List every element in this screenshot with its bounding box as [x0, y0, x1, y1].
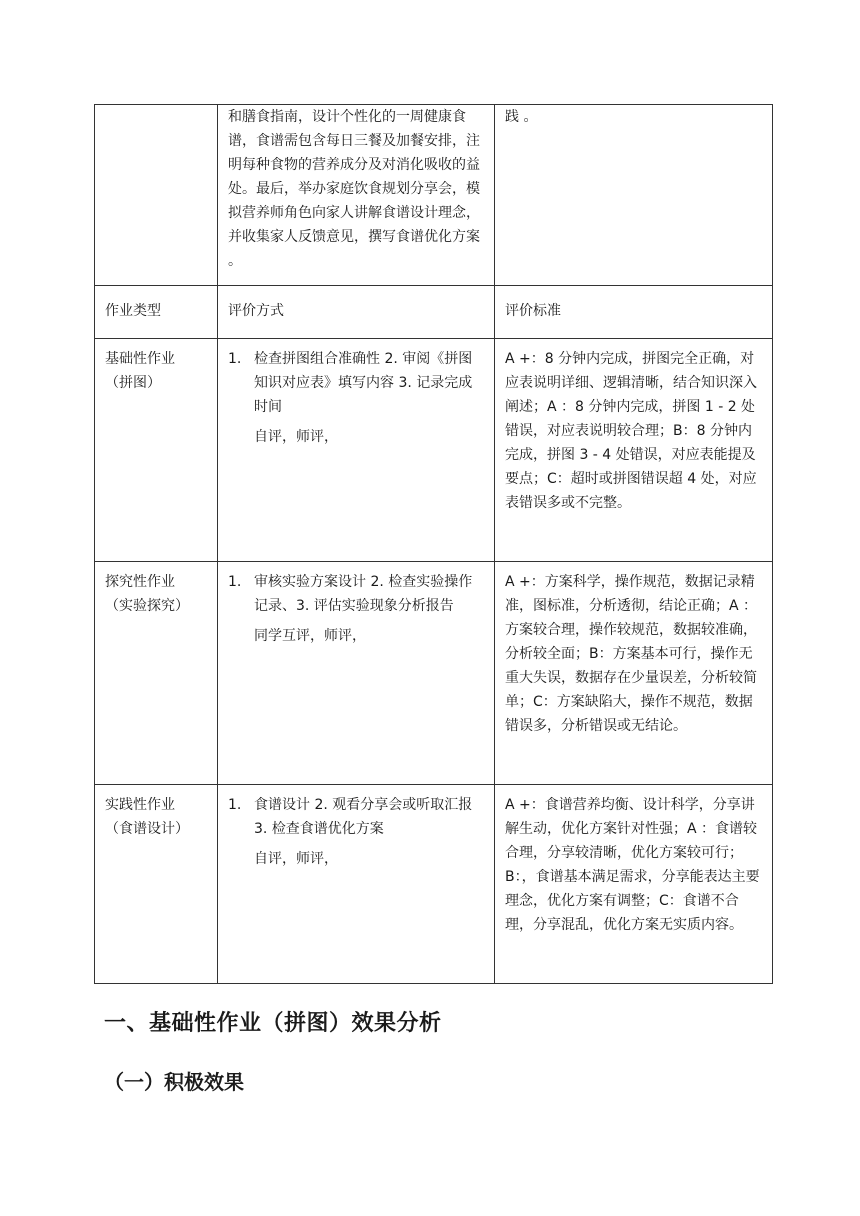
table-cell-empty	[95, 105, 218, 286]
type-label: 探究性作业	[105, 574, 175, 590]
table-cell-standard-continued	[495, 105, 773, 286]
list-number: 1.	[228, 574, 242, 590]
header-standard: 评价标准	[495, 286, 773, 339]
evaluation-table	[94, 104, 773, 984]
method-list-item	[228, 570, 484, 618]
table-row	[95, 562, 773, 785]
table-cell-method	[218, 785, 495, 984]
type-label: 实践性作业	[105, 797, 175, 813]
header-method: 评价方式	[218, 286, 495, 339]
list-number: 1.	[228, 351, 242, 367]
type-sub-label: （食谱设计）	[105, 821, 189, 837]
header-type: 作业类型	[95, 286, 218, 339]
table-row	[95, 339, 773, 562]
method-list-item	[228, 347, 484, 419]
section-heading: 一、基础性作业（拼图）效果分析	[104, 1011, 442, 1036]
table-cell-standard	[495, 785, 773, 984]
standard-text: A +：方案科学，操作规范，数据记录精准，图标准，分析透彻，结论正确；A ：方案较合理，操作较规范，数据较准确，分析较全面；B：方案基本可行，操作无重大失误，数据存在少量误差，分析较简单；C：方案缺陷大，操作不规范，数据错误多，分析错误或无结论。	[505, 574, 758, 734]
table-cell-type	[95, 562, 218, 785]
standard-continued-text: 践 。	[505, 109, 538, 125]
table-row	[95, 785, 773, 984]
list-number: 1.	[228, 797, 242, 813]
table-header-row	[95, 286, 773, 339]
evaluator-text: 自评，师评，	[254, 429, 338, 445]
table-cell-method	[218, 562, 495, 785]
table-cell-type	[95, 339, 218, 562]
type-label: 基础性作业	[105, 351, 175, 367]
method-list-item	[228, 793, 484, 841]
method-text: 食谱设计 2. 观看分享会或听取汇报 3. 检查食谱优化方案	[254, 797, 473, 837]
method-continued-text: 和膳食指南，设计个性化的一周健康食谱，食谱需包含每日三餐及加餐安排，注明每种食物的营养成分及对消化吸收的益处。最后，举办家庭饮食规划分享会，模拟营养师角色向家人讲解食谱设计理念，并收集家人反馈意见，撰写食谱优化方案 。	[228, 109, 480, 269]
standard-text: A +：食谱营养均衡、设计科学，分享讲解生动，优化方案针对性强；A ：食谱较合理，分享较清晰，优化方案较可行；B：，食谱基本满足需求，分享能表达主要理念，优化方案有调整；C：食谱不合理，分享混乱，优化方案无实质内容。	[505, 797, 760, 933]
type-sub-label: （拼图）	[105, 375, 161, 391]
table-cell-method	[218, 339, 495, 562]
table-cell-standard	[495, 562, 773, 785]
standard-text: A +：8 分钟内完成，拼图完全正确，对应表说明详细、逻辑清晰，结合知识深入阐述；A ：8 分钟内完成，拼图 1 - 2 处错误，对应表说明较合理；B：8 分钟内完成，拼图 3 - 4 处错误，对应表能提及要点；C：超时或拼图错误超 4 处，对应表错误多或不完整。	[505, 351, 757, 511]
table-cell-method-continued	[218, 105, 495, 286]
evaluator-text: 自评，师评，	[254, 851, 338, 867]
table-cell-type	[95, 785, 218, 984]
type-sub-label: （实验探究）	[105, 598, 189, 614]
method-text: 审核实验方案设计 2. 检查实验操作记录、3. 评估实验现象分析报告	[254, 574, 473, 614]
table-row-continued	[95, 105, 773, 286]
subsection-heading: （一）积极效果	[104, 1070, 244, 1094]
table-cell-standard	[495, 339, 773, 562]
evaluator-text: 同学互评，师评，	[254, 628, 366, 644]
method-text: 检查拼图组合准确性 2. 审阅《拼图知识对应表》填写内容 3. 记录完成时间	[254, 351, 473, 415]
